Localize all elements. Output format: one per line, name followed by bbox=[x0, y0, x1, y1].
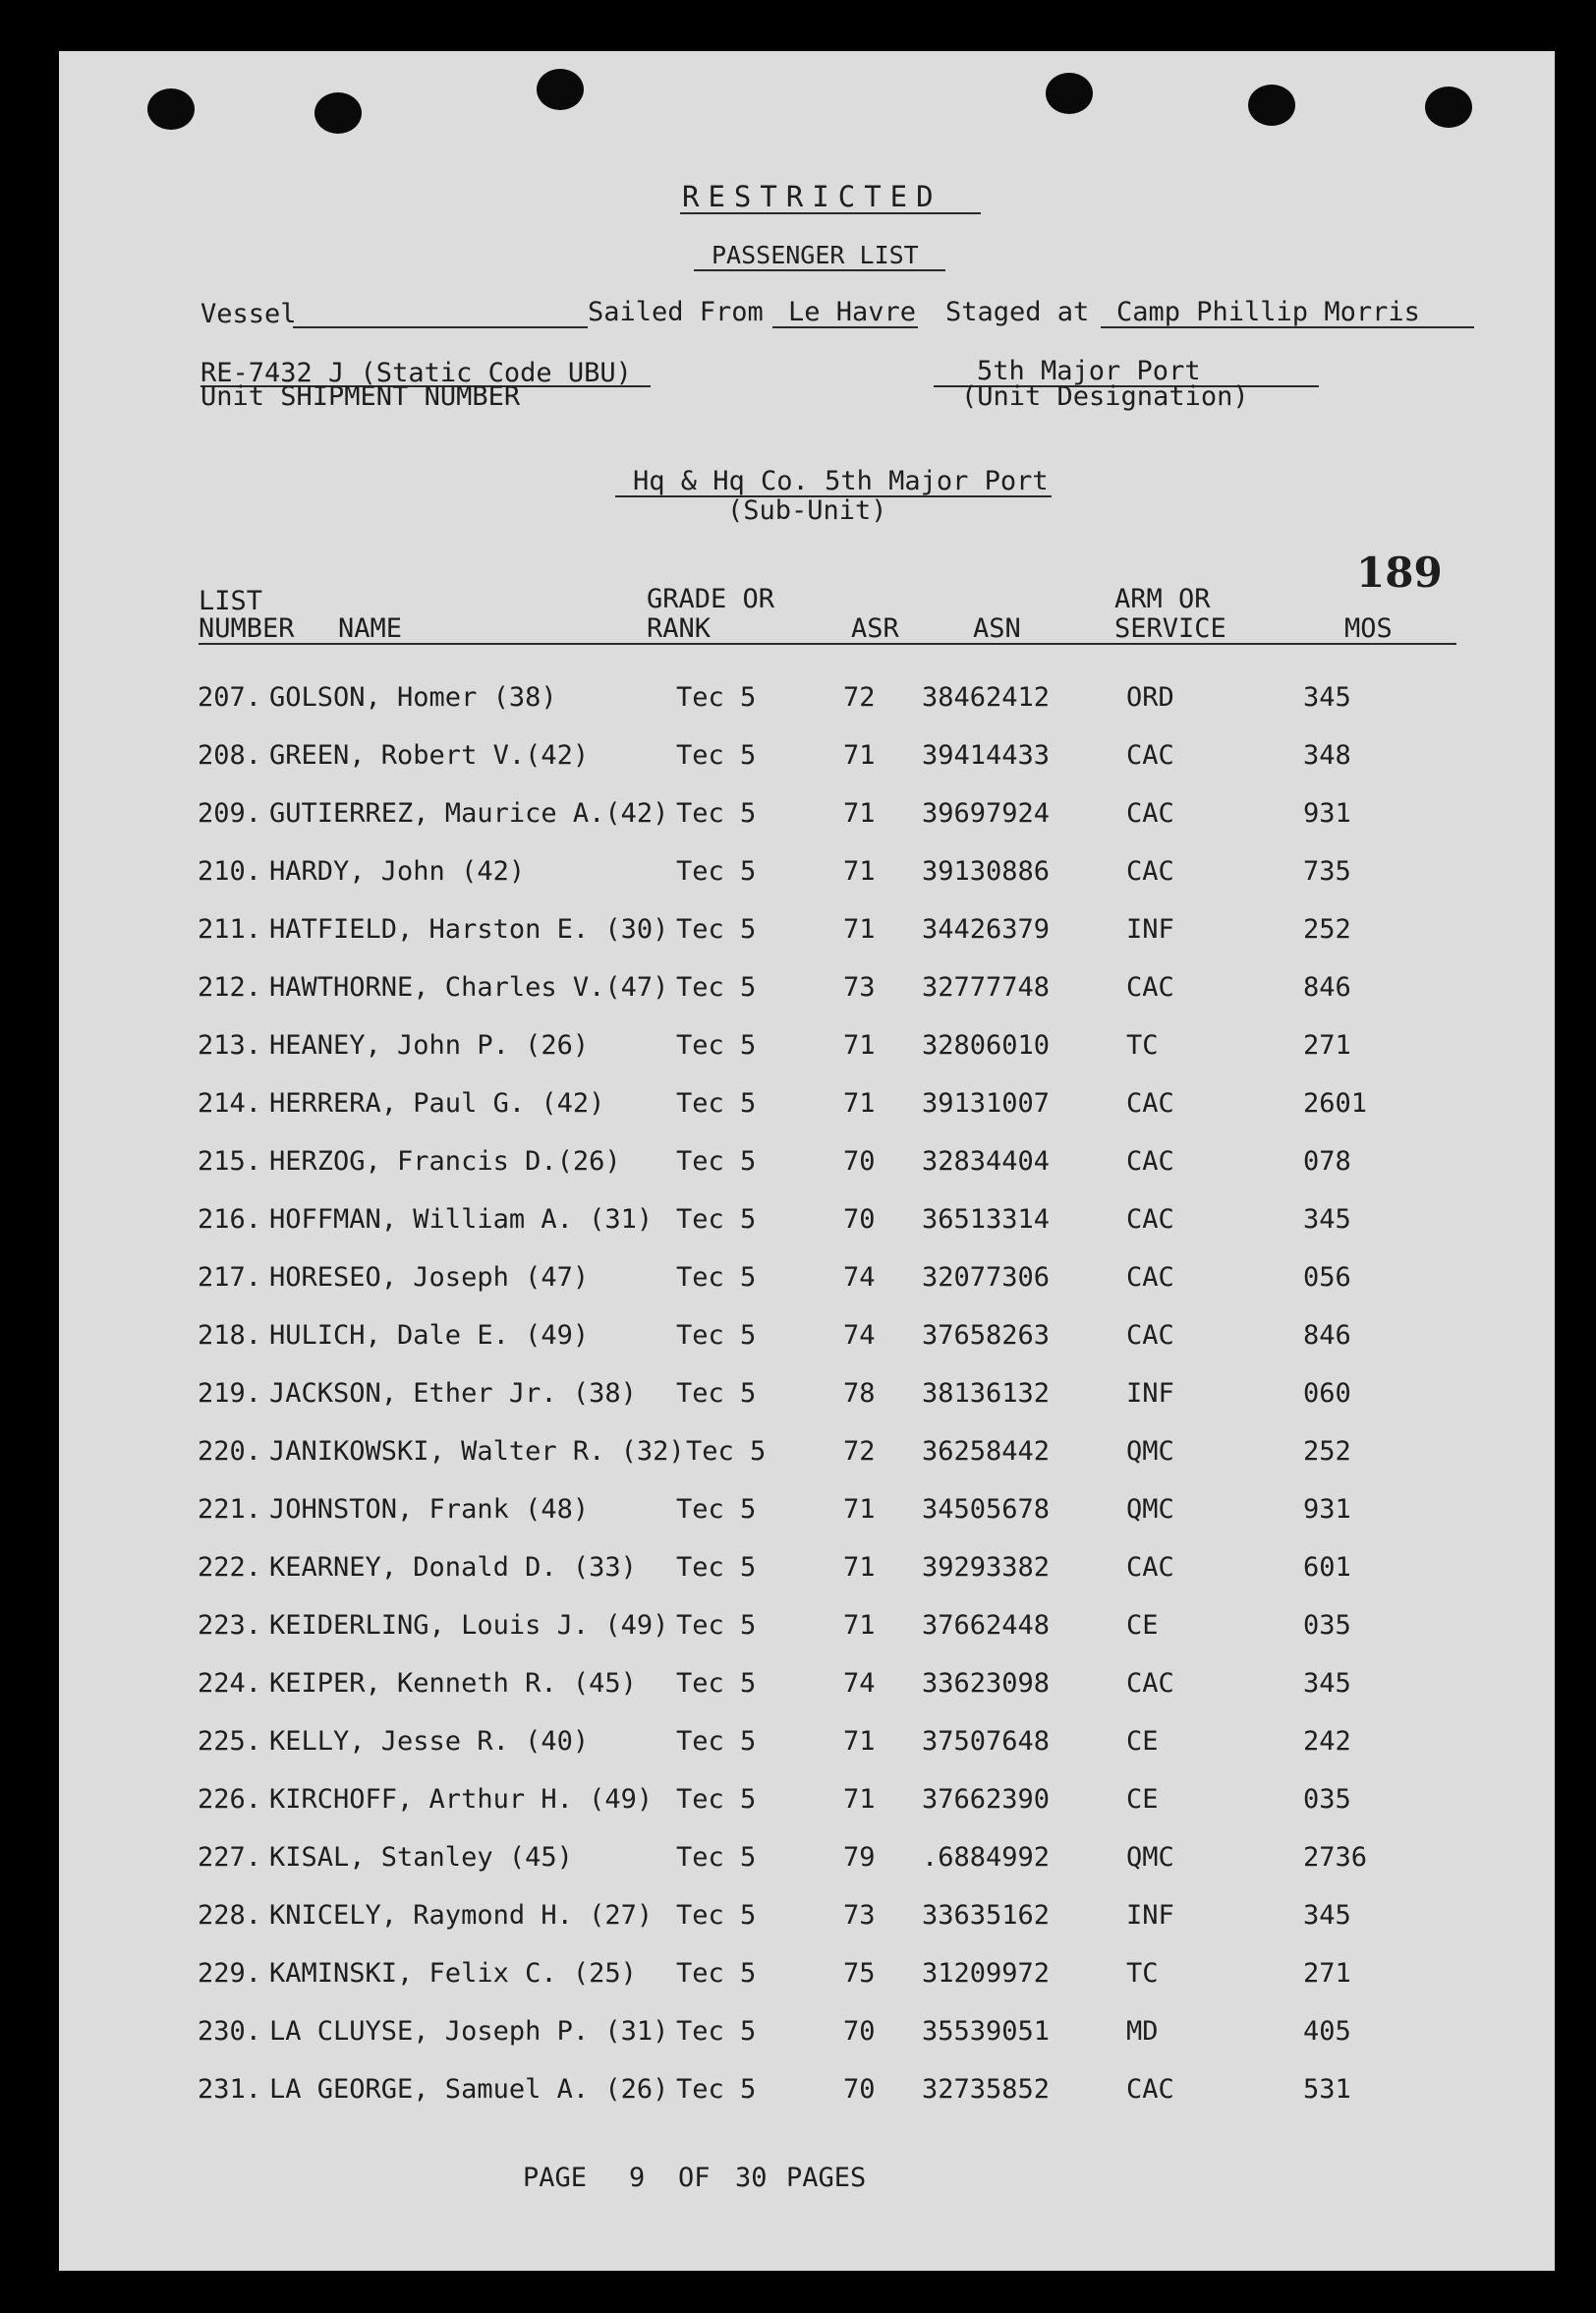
asr: 71 bbox=[843, 856, 876, 887]
list-number: 214. bbox=[197, 1088, 261, 1119]
arm-service: CAC bbox=[1126, 2074, 1174, 2105]
grade: Tec 5 bbox=[676, 2074, 757, 2105]
asr: 71 bbox=[843, 1494, 876, 1525]
grade: Tec 5 bbox=[676, 1610, 757, 1641]
col-grade-line1: GRADE OR bbox=[647, 584, 775, 614]
grade: Tec 5 bbox=[676, 1262, 757, 1293]
shipment-number: RE-7432 J (Static Code UBU) bbox=[200, 358, 632, 388]
subtitle-underline bbox=[694, 269, 945, 271]
mos: 735 bbox=[1303, 856, 1351, 887]
mos: 931 bbox=[1303, 1494, 1351, 1525]
arm-service: QMC bbox=[1126, 1436, 1174, 1467]
list-number: 215. bbox=[197, 1146, 261, 1177]
staged-at-value: Camp Phillip Morris bbox=[1116, 297, 1420, 327]
passenger-name: KEIPER, Kenneth R. (45) bbox=[269, 1668, 637, 1699]
asn: 37662390 bbox=[922, 1784, 1051, 1815]
grade: Tec 5 bbox=[676, 1088, 757, 1119]
passenger-name: KISAL, Stanley (45) bbox=[269, 1842, 573, 1873]
table-row bbox=[0, 968, 1596, 1008]
passenger-name: HAWTHORNE, Charles V.(47) bbox=[269, 972, 669, 1003]
passenger-name: KEIDERLING, Louis J. (49) bbox=[269, 1610, 669, 1641]
passenger-name: JANIKOWSKI, Walter R. (32) bbox=[269, 1436, 685, 1467]
arm-service: TC bbox=[1126, 1030, 1159, 1061]
passenger-name: JOHNSTON, Frank (48) bbox=[269, 1494, 590, 1525]
passenger-name: GOLSON, Homer (38) bbox=[269, 682, 557, 713]
grade: Tec 5 bbox=[676, 1552, 757, 1583]
passenger-name: HOFFMAN, William A. (31) bbox=[269, 1204, 654, 1235]
asn: 38462412 bbox=[922, 682, 1051, 713]
passenger-name: JACKSON, Ether Jr. (38) bbox=[269, 1378, 637, 1409]
list-number: 225. bbox=[197, 1726, 261, 1757]
mos: 345 bbox=[1303, 1668, 1351, 1699]
grade: Tec 5 bbox=[676, 1726, 757, 1757]
passenger-name: HEANEY, John P. (26) bbox=[269, 1030, 590, 1061]
asr: 74 bbox=[843, 1320, 876, 1351]
passenger-name: GREEN, Robert V.(42) bbox=[269, 740, 590, 771]
mos: 271 bbox=[1303, 1958, 1351, 1989]
asr: 70 bbox=[843, 1204, 876, 1235]
footer-pages-label: PAGES bbox=[786, 2163, 867, 2193]
punch-hole bbox=[314, 92, 362, 134]
arm-service: CE bbox=[1126, 1784, 1159, 1815]
asr: 72 bbox=[843, 682, 876, 713]
punch-hole bbox=[1046, 73, 1093, 114]
title-underline bbox=[680, 212, 981, 214]
mos: 242 bbox=[1303, 1726, 1351, 1757]
grade: Tec 5 bbox=[676, 1784, 757, 1815]
mos: 345 bbox=[1303, 1204, 1351, 1235]
asn: 37662448 bbox=[922, 1610, 1051, 1641]
asr: 70 bbox=[843, 2074, 876, 2105]
sailed-from-label: Sailed From bbox=[588, 297, 764, 327]
footer-of-label: OF bbox=[678, 2163, 711, 2193]
passenger-name: HORESEO, Joseph (47) bbox=[269, 1262, 590, 1293]
arm-service: ORD bbox=[1126, 682, 1174, 713]
table-row bbox=[0, 1432, 1596, 1472]
asr: 74 bbox=[843, 1668, 876, 1699]
arm-service: CAC bbox=[1126, 972, 1174, 1003]
table-row bbox=[0, 1084, 1596, 1124]
mos: 846 bbox=[1303, 972, 1351, 1003]
table-row bbox=[0, 2012, 1596, 2052]
asn: 39130886 bbox=[922, 856, 1051, 887]
asr: 71 bbox=[843, 740, 876, 771]
list-number: 227. bbox=[197, 1842, 261, 1873]
asn: 36258442 bbox=[922, 1436, 1051, 1467]
asn: 34426379 bbox=[922, 914, 1051, 945]
list-number: 218. bbox=[197, 1320, 261, 1351]
col-asn: ASN bbox=[973, 613, 1021, 644]
staged-at-underline bbox=[1101, 326, 1474, 328]
col-arm-line2: SERVICE bbox=[1114, 613, 1226, 644]
table-row bbox=[0, 1142, 1596, 1182]
asr: 71 bbox=[843, 1030, 876, 1061]
mos: 345 bbox=[1303, 1900, 1351, 1931]
list-number: 217. bbox=[197, 1262, 261, 1293]
list-number: 231. bbox=[197, 2074, 261, 2105]
asn: 32777748 bbox=[922, 972, 1051, 1003]
grade: Tec 5 bbox=[676, 1842, 757, 1873]
asn: 32077306 bbox=[922, 1262, 1051, 1293]
punch-hole bbox=[147, 88, 195, 130]
asn: 39131007 bbox=[922, 1088, 1051, 1119]
grade: Tec 5 bbox=[676, 798, 757, 829]
list-number: 208. bbox=[197, 740, 261, 771]
col-grade-line2: RANK bbox=[647, 613, 712, 644]
grade: Tec 5 bbox=[676, 682, 757, 713]
asr: 71 bbox=[843, 1726, 876, 1757]
arm-service: INF bbox=[1126, 914, 1174, 945]
asn: 36513314 bbox=[922, 1204, 1051, 1235]
list-number: 230. bbox=[197, 2016, 261, 2047]
table-row bbox=[0, 1258, 1596, 1298]
asn: 37507648 bbox=[922, 1726, 1051, 1757]
mos: 2601 bbox=[1303, 1088, 1368, 1119]
asr: 73 bbox=[843, 972, 876, 1003]
asr: 71 bbox=[843, 914, 876, 945]
mos: 078 bbox=[1303, 1146, 1351, 1177]
arm-service: CAC bbox=[1126, 1320, 1174, 1351]
list-number: 207. bbox=[197, 682, 261, 713]
table-row bbox=[0, 1374, 1596, 1414]
vessel-label: Vessel bbox=[200, 299, 297, 329]
table-row bbox=[0, 794, 1596, 834]
asn: 33623098 bbox=[922, 1668, 1051, 1699]
asn: 33635162 bbox=[922, 1900, 1051, 1931]
passenger-list-title: PASSENGER LIST bbox=[712, 241, 919, 269]
asn: 38136132 bbox=[922, 1378, 1051, 1409]
unit-designation: 5th Major Port bbox=[977, 356, 1201, 386]
list-number: 220. bbox=[197, 1436, 261, 1467]
arm-service: CE bbox=[1126, 1610, 1159, 1641]
passenger-name: KELLY, Jesse R. (40) bbox=[269, 1726, 590, 1757]
grade: Tec 5 bbox=[676, 972, 757, 1003]
unit-designation-label: (Unit Designation) bbox=[961, 381, 1249, 412]
list-number: 216. bbox=[197, 1204, 261, 1235]
arm-service: MD bbox=[1126, 2016, 1159, 2047]
asn: 32834404 bbox=[922, 1146, 1051, 1177]
arm-service: QMC bbox=[1126, 1494, 1174, 1525]
asr: 71 bbox=[843, 1784, 876, 1815]
mos: 345 bbox=[1303, 682, 1351, 713]
table-row bbox=[0, 1316, 1596, 1356]
list-number: 223. bbox=[197, 1610, 261, 1641]
mos: 405 bbox=[1303, 2016, 1351, 2047]
sailed-from-value: Le Havre bbox=[788, 297, 917, 327]
grade: Tec 5 bbox=[676, 1668, 757, 1699]
col-asr: ASR bbox=[851, 613, 899, 644]
list-number: 209. bbox=[197, 798, 261, 829]
asn: 35539051 bbox=[922, 2016, 1051, 2047]
asr: 73 bbox=[843, 1900, 876, 1931]
passenger-name: KEARNEY, Donald D. (33) bbox=[269, 1552, 637, 1583]
list-number: 211. bbox=[197, 914, 261, 945]
asr: 78 bbox=[843, 1378, 876, 1409]
passenger-name: KIRCHOFF, Arthur H. (49) bbox=[269, 1784, 654, 1815]
arm-service: CAC bbox=[1126, 1668, 1174, 1699]
arm-service: CAC bbox=[1126, 1088, 1174, 1119]
table-row bbox=[0, 1722, 1596, 1762]
table-row bbox=[0, 2070, 1596, 2110]
table-row bbox=[0, 1780, 1596, 1820]
asn: 37658263 bbox=[922, 1320, 1051, 1351]
grade: Tec 5 bbox=[676, 856, 757, 887]
table-row bbox=[0, 1606, 1596, 1646]
table-row bbox=[0, 1200, 1596, 1240]
list-number: 226. bbox=[197, 1784, 261, 1815]
col-name: NAME bbox=[338, 613, 403, 644]
arm-service: CAC bbox=[1126, 1204, 1174, 1235]
grade: Tec 5 bbox=[686, 1436, 767, 1467]
col-list-line1: LIST bbox=[199, 586, 263, 616]
asn: 32806010 bbox=[922, 1030, 1051, 1061]
mos: 601 bbox=[1303, 1552, 1351, 1583]
table-row bbox=[0, 1490, 1596, 1530]
staged-at-label: Staged at bbox=[945, 297, 1090, 327]
arm-service: CAC bbox=[1126, 1146, 1174, 1177]
list-number: 229. bbox=[197, 1958, 261, 1989]
arm-service: CAC bbox=[1126, 1552, 1174, 1583]
passenger-name: KAMINSKI, Felix C. (25) bbox=[269, 1958, 637, 1989]
passenger-name: GUTIERREZ, Maurice A.(42) bbox=[269, 798, 669, 829]
asr: 70 bbox=[843, 1146, 876, 1177]
punch-hole bbox=[1248, 85, 1295, 126]
arm-service: QMC bbox=[1126, 1842, 1174, 1873]
passenger-name: LA GEORGE, Samuel A. (26) bbox=[269, 2074, 669, 2105]
arm-service: TC bbox=[1126, 1958, 1159, 1989]
restricted-title: RESTRICTED bbox=[682, 180, 942, 213]
asr: 74 bbox=[843, 1262, 876, 1293]
footer-total-pages: 30 bbox=[735, 2163, 768, 2193]
grade: Tec 5 bbox=[676, 1494, 757, 1525]
list-number: 224. bbox=[197, 1668, 261, 1699]
passenger-name: HERZOG, Francis D.(26) bbox=[269, 1146, 621, 1177]
asr: 71 bbox=[843, 1552, 876, 1583]
sub-unit: Hq & Hq Co. 5th Major Port bbox=[633, 466, 1049, 496]
table-row bbox=[0, 1026, 1596, 1066]
asn: 34505678 bbox=[922, 1494, 1051, 1525]
mos: 271 bbox=[1303, 1030, 1351, 1061]
list-number: 222. bbox=[197, 1552, 261, 1583]
sailed-from-underline bbox=[772, 326, 918, 328]
footer-page-label: PAGE bbox=[523, 2163, 588, 2193]
arm-service: CAC bbox=[1126, 740, 1174, 771]
grade: Tec 5 bbox=[676, 1900, 757, 1931]
mos: 531 bbox=[1303, 2074, 1351, 2105]
list-number: 219. bbox=[197, 1378, 261, 1409]
punch-hole bbox=[537, 69, 584, 110]
mos: 056 bbox=[1303, 1262, 1351, 1293]
arm-service: CAC bbox=[1126, 856, 1174, 887]
table-row bbox=[0, 1664, 1596, 1704]
arm-service: INF bbox=[1126, 1900, 1174, 1931]
list-number: 210. bbox=[197, 856, 261, 887]
grade: Tec 5 bbox=[676, 1320, 757, 1351]
asr: 72 bbox=[843, 1436, 876, 1467]
asr: 79 bbox=[843, 1842, 876, 1873]
punch-hole bbox=[1425, 87, 1472, 128]
asn: 39697924 bbox=[922, 798, 1051, 829]
table-row bbox=[0, 852, 1596, 892]
mos: 035 bbox=[1303, 1610, 1351, 1641]
asn: .6884992 bbox=[922, 1842, 1051, 1873]
vessel-underline bbox=[293, 326, 588, 328]
arm-service: CAC bbox=[1126, 798, 1174, 829]
list-number: 213. bbox=[197, 1030, 261, 1061]
passenger-name: HARDY, John (42) bbox=[269, 856, 526, 887]
mos: 252 bbox=[1303, 914, 1351, 945]
passenger-name: HULICH, Dale E. (49) bbox=[269, 1320, 590, 1351]
grade: Tec 5 bbox=[676, 740, 757, 771]
arm-service: CAC bbox=[1126, 1262, 1174, 1293]
asr: 70 bbox=[843, 2016, 876, 2047]
table-row bbox=[0, 736, 1596, 776]
asn: 39293382 bbox=[922, 1552, 1051, 1583]
arm-service: CE bbox=[1126, 1726, 1159, 1757]
list-number: 228. bbox=[197, 1900, 261, 1931]
asr: 71 bbox=[843, 798, 876, 829]
col-arm-line1: ARM OR bbox=[1114, 584, 1211, 614]
table-row bbox=[0, 1548, 1596, 1588]
passenger-name: KNICELY, Raymond H. (27) bbox=[269, 1900, 654, 1931]
mos: 252 bbox=[1303, 1436, 1351, 1467]
grade: Tec 5 bbox=[676, 1204, 757, 1235]
list-number: 212. bbox=[197, 972, 261, 1003]
col-mos: MOS bbox=[1344, 613, 1393, 644]
grade: Tec 5 bbox=[676, 1958, 757, 1989]
col-list-line2: NUMBER bbox=[199, 613, 295, 644]
grade: Tec 5 bbox=[676, 1378, 757, 1409]
grade: Tec 5 bbox=[676, 1146, 757, 1177]
asn: 32735852 bbox=[922, 2074, 1051, 2105]
list-number: 221. bbox=[197, 1494, 261, 1525]
passenger-name: HATFIELD, Harston E. (30) bbox=[269, 914, 669, 945]
header-rule bbox=[199, 643, 1456, 645]
mos: 931 bbox=[1303, 798, 1351, 829]
mos: 846 bbox=[1303, 1320, 1351, 1351]
stamped-number: 189 bbox=[1356, 549, 1443, 597]
grade: Tec 5 bbox=[676, 914, 757, 945]
table-row bbox=[0, 910, 1596, 950]
asr: 71 bbox=[843, 1088, 876, 1119]
grade: Tec 5 bbox=[676, 2016, 757, 2047]
mos: 348 bbox=[1303, 740, 1351, 771]
asn: 31209972 bbox=[922, 1958, 1051, 1989]
table-row bbox=[0, 678, 1596, 718]
shipment-label: Unit SHIPMENT NUMBER bbox=[200, 381, 521, 412]
mos: 060 bbox=[1303, 1378, 1351, 1409]
table-row bbox=[0, 1838, 1596, 1878]
passenger-name: HERRERA, Paul G. (42) bbox=[269, 1088, 605, 1119]
grade: Tec 5 bbox=[676, 1030, 757, 1061]
mos: 2736 bbox=[1303, 1842, 1368, 1873]
asn: 39414433 bbox=[922, 740, 1051, 771]
table-row bbox=[0, 1954, 1596, 1994]
asr: 71 bbox=[843, 1610, 876, 1641]
table-row bbox=[0, 1896, 1596, 1936]
mos: 035 bbox=[1303, 1784, 1351, 1815]
arm-service: INF bbox=[1126, 1378, 1174, 1409]
asr: 75 bbox=[843, 1958, 876, 1989]
passenger-name: LA CLUYSE, Joseph P. (31) bbox=[269, 2016, 669, 2047]
footer-page-number: 9 bbox=[629, 2163, 646, 2193]
sub-unit-label: (Sub-Unit) bbox=[727, 495, 887, 526]
